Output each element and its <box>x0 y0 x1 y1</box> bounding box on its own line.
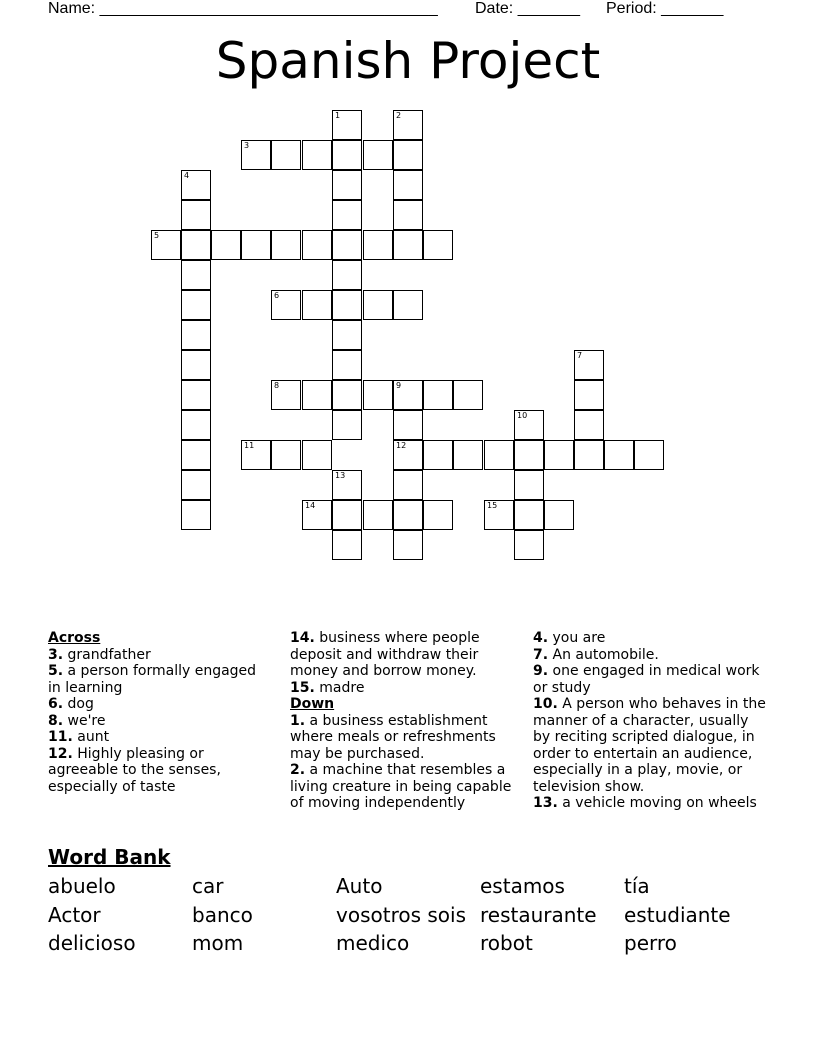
crossword-cell[interactable] <box>181 170 211 200</box>
crossword-cell[interactable] <box>181 200 211 230</box>
crossword-cell[interactable] <box>332 530 362 560</box>
crossword-cell[interactable] <box>574 350 604 380</box>
crossword-cell[interactable] <box>302 380 332 410</box>
crossword-cell[interactable] <box>574 410 604 440</box>
crossword-cell[interactable] <box>302 440 332 470</box>
clue-number: 2 <box>396 111 402 120</box>
crossword-cell[interactable] <box>181 290 211 320</box>
word-bank-item: medico <box>336 931 410 955</box>
clue <box>48 663 270 696</box>
crossword-cell[interactable] <box>181 440 211 470</box>
clue-number: 1 <box>335 111 341 120</box>
clue <box>48 696 270 713</box>
date-field[interactable]: Date: _______ <box>475 0 580 17</box>
clue-text: you are <box>548 630 606 646</box>
clue-num: 5. <box>48 663 64 679</box>
clue-num: 1. <box>290 712 306 729</box>
clue-num: 2. <box>290 762 306 778</box>
clue-num: 10. <box>533 696 558 712</box>
word-bank-item: Auto <box>336 874 383 898</box>
clue <box>290 713 512 763</box>
crossword-cell[interactable] <box>393 380 423 410</box>
crossword-cell[interactable] <box>604 440 634 470</box>
clue-text: An automobile. <box>548 646 659 663</box>
crossword-cell[interactable] <box>181 260 211 290</box>
clue-number: 10 <box>517 411 528 420</box>
crossword-cell[interactable] <box>544 500 574 530</box>
across-clues-column-1 <box>48 630 270 795</box>
clue <box>290 762 512 812</box>
crossword-cell[interactable] <box>363 380 393 410</box>
crossword-cell[interactable] <box>332 230 362 260</box>
clue-num: 11. <box>48 729 73 745</box>
crossword-cell[interactable] <box>302 290 332 320</box>
crossword-cell[interactable] <box>151 230 181 260</box>
crossword-cell[interactable] <box>181 350 211 380</box>
crossword-cell[interactable] <box>181 500 211 530</box>
clue-num: 7. <box>533 646 549 663</box>
clue <box>533 663 768 696</box>
clues-column-2 <box>290 630 512 812</box>
clue-text: a machine that resembles a living creature in being capable of moving independently <box>290 762 512 811</box>
crossword-cell[interactable] <box>514 470 544 500</box>
clue-number: 7 <box>577 351 583 360</box>
crossword-cell[interactable] <box>271 290 301 320</box>
crossword-cell[interactable] <box>332 470 362 500</box>
clue-number: 13 <box>335 471 346 480</box>
down-heading: Down <box>290 696 335 712</box>
word-bank-title: Word Bank <box>48 845 171 869</box>
clue <box>48 729 270 746</box>
word-bank-item: tía <box>624 874 650 898</box>
crossword-cell[interactable] <box>574 380 604 410</box>
clue-num: 9. <box>533 663 549 679</box>
crossword-cell[interactable] <box>393 170 423 200</box>
clue-number: 5 <box>154 231 160 240</box>
clue-num: 8. <box>48 712 64 729</box>
crossword-cell[interactable] <box>181 230 211 260</box>
clue-text: a vehicle moving on wheels <box>557 795 757 811</box>
clue-text: we're <box>63 712 106 729</box>
word-bank-item: vosotros sois <box>336 903 466 927</box>
clue-text: aunt <box>72 729 110 745</box>
crossword-cell[interactable] <box>484 440 514 470</box>
crossword-cell[interactable] <box>241 140 271 170</box>
crossword-cell[interactable] <box>423 230 453 260</box>
word-bank-item: car <box>192 874 224 898</box>
clue-number: 9 <box>396 381 402 390</box>
clue-num: 3. <box>48 646 64 663</box>
clue <box>48 746 270 796</box>
crossword-cell[interactable] <box>332 500 362 530</box>
clue <box>533 647 768 664</box>
word-bank-item: abuelo <box>48 874 116 898</box>
crossword-cell[interactable] <box>271 140 301 170</box>
clue-text: Highly pleasing or agreeable to the senses, especially of taste <box>48 745 221 795</box>
clue-text: grandfather <box>63 646 151 663</box>
crossword-cell[interactable] <box>241 440 271 470</box>
crossword-cell[interactable] <box>514 410 544 440</box>
word-bank-item: Actor <box>48 903 101 927</box>
crossword-cell[interactable] <box>393 290 423 320</box>
crossword-cell[interactable] <box>332 200 362 230</box>
crossword-cell[interactable] <box>271 230 301 260</box>
crossword-cell[interactable] <box>574 440 604 470</box>
crossword-cell[interactable] <box>514 500 544 530</box>
down-clues-column-3 <box>533 630 768 812</box>
across-heading: Across <box>48 630 101 646</box>
crossword-cell[interactable] <box>423 380 453 410</box>
word-bank-item: perro <box>624 931 677 955</box>
clue <box>48 647 270 664</box>
crossword-cell[interactable] <box>332 140 362 170</box>
crossword-cell[interactable] <box>302 140 332 170</box>
clue-number: 15 <box>487 501 498 510</box>
clue-text: business where people deposit and withdraw their money and borrow money. <box>290 630 480 679</box>
crossword-cell[interactable] <box>514 530 544 560</box>
crossword-cell[interactable] <box>332 290 362 320</box>
page-title: Spanish Project <box>215 32 601 90</box>
name-field[interactable]: Name: ______________________________________ <box>48 0 438 17</box>
crossword-cell[interactable] <box>453 380 483 410</box>
crossword-cell[interactable] <box>393 470 423 500</box>
clue-num: 6. <box>48 696 64 712</box>
clue-text: dog <box>63 696 94 712</box>
crossword-cell[interactable] <box>332 410 362 440</box>
clue-text: madre <box>314 679 365 696</box>
crossword-cell[interactable] <box>514 440 544 470</box>
clue-number: 6 <box>274 291 280 300</box>
crossword-cell[interactable] <box>181 380 211 410</box>
clue-number: 3 <box>244 141 250 150</box>
clue-num: 15. <box>290 679 315 696</box>
word-bank-item: restaurante <box>480 903 597 927</box>
word-bank-item: estamos <box>480 874 565 898</box>
crossword-cell[interactable] <box>271 440 301 470</box>
crossword-cell[interactable] <box>332 110 362 140</box>
clue-num: 13. <box>533 795 558 811</box>
clue <box>533 630 768 647</box>
crossword-cell[interactable] <box>302 500 332 530</box>
word-bank-item: estudiante <box>624 903 731 927</box>
crossword-cell[interactable] <box>393 110 423 140</box>
clue-number: 12 <box>396 441 407 450</box>
crossword-cell[interactable] <box>363 290 393 320</box>
clue <box>290 680 512 697</box>
crossword-cell[interactable] <box>423 440 453 470</box>
crossword-cell[interactable] <box>271 380 301 410</box>
clue <box>290 630 512 680</box>
crossword-cell[interactable] <box>423 500 453 530</box>
clue-num: 14. <box>290 630 315 646</box>
crossword-cell[interactable] <box>393 500 423 530</box>
crossword-cell[interactable] <box>393 230 423 260</box>
crossword-cell[interactable] <box>241 230 271 260</box>
clue-num: 4. <box>533 630 549 646</box>
crossword-cell[interactable] <box>393 410 423 440</box>
clue-text: A person who behaves in the manner of a character, usually by reciting scripted dialogue, in order to entertain an audience, especially in a play, movie, or television show. <box>533 696 766 795</box>
period-field[interactable]: Period: _______ <box>606 0 724 17</box>
word-bank-item: banco <box>192 903 253 927</box>
crossword-cell[interactable] <box>363 500 393 530</box>
crossword-cell[interactable] <box>332 170 362 200</box>
crossword-cell[interactable] <box>393 200 423 230</box>
crossword-cell[interactable] <box>393 140 423 170</box>
word-bank-item: mom <box>192 931 244 955</box>
clue-text: a business establishment where meals or refreshments may be purchased. <box>290 712 496 762</box>
crossword-cell[interactable] <box>393 530 423 560</box>
clue-num: 12. <box>48 745 73 762</box>
word-bank-item: robot <box>480 931 533 955</box>
crossword-cell[interactable] <box>634 440 664 470</box>
crossword-cell[interactable] <box>181 470 211 500</box>
clue-number: 14 <box>305 501 316 510</box>
crossword-cell[interactable] <box>332 380 362 410</box>
crossword-cell[interactable] <box>181 320 211 350</box>
clue <box>533 696 768 795</box>
crossword-cell[interactable] <box>484 500 514 530</box>
clue-text: one engaged in medical work or study <box>533 663 760 696</box>
clue-number: 11 <box>244 441 255 450</box>
clue <box>48 713 270 730</box>
clue-number: 8 <box>274 381 280 390</box>
clue-text: a person formally engaged in learning <box>48 663 257 696</box>
word-bank-item: delicioso <box>48 931 136 955</box>
crossword-cell[interactable] <box>332 350 362 380</box>
crossword-cell[interactable] <box>363 140 393 170</box>
crossword-cell[interactable] <box>453 440 483 470</box>
crossword-cell[interactable] <box>544 440 574 470</box>
crossword-cell[interactable] <box>211 230 241 260</box>
clue-number: 4 <box>184 171 190 180</box>
crossword-cell[interactable] <box>302 230 332 260</box>
crossword-cell[interactable] <box>393 440 423 470</box>
clue <box>533 795 768 812</box>
crossword-cell[interactable] <box>181 410 211 440</box>
crossword-cell[interactable] <box>363 230 393 260</box>
crossword-cell[interactable] <box>332 260 362 290</box>
crossword-cell[interactable] <box>332 320 362 350</box>
